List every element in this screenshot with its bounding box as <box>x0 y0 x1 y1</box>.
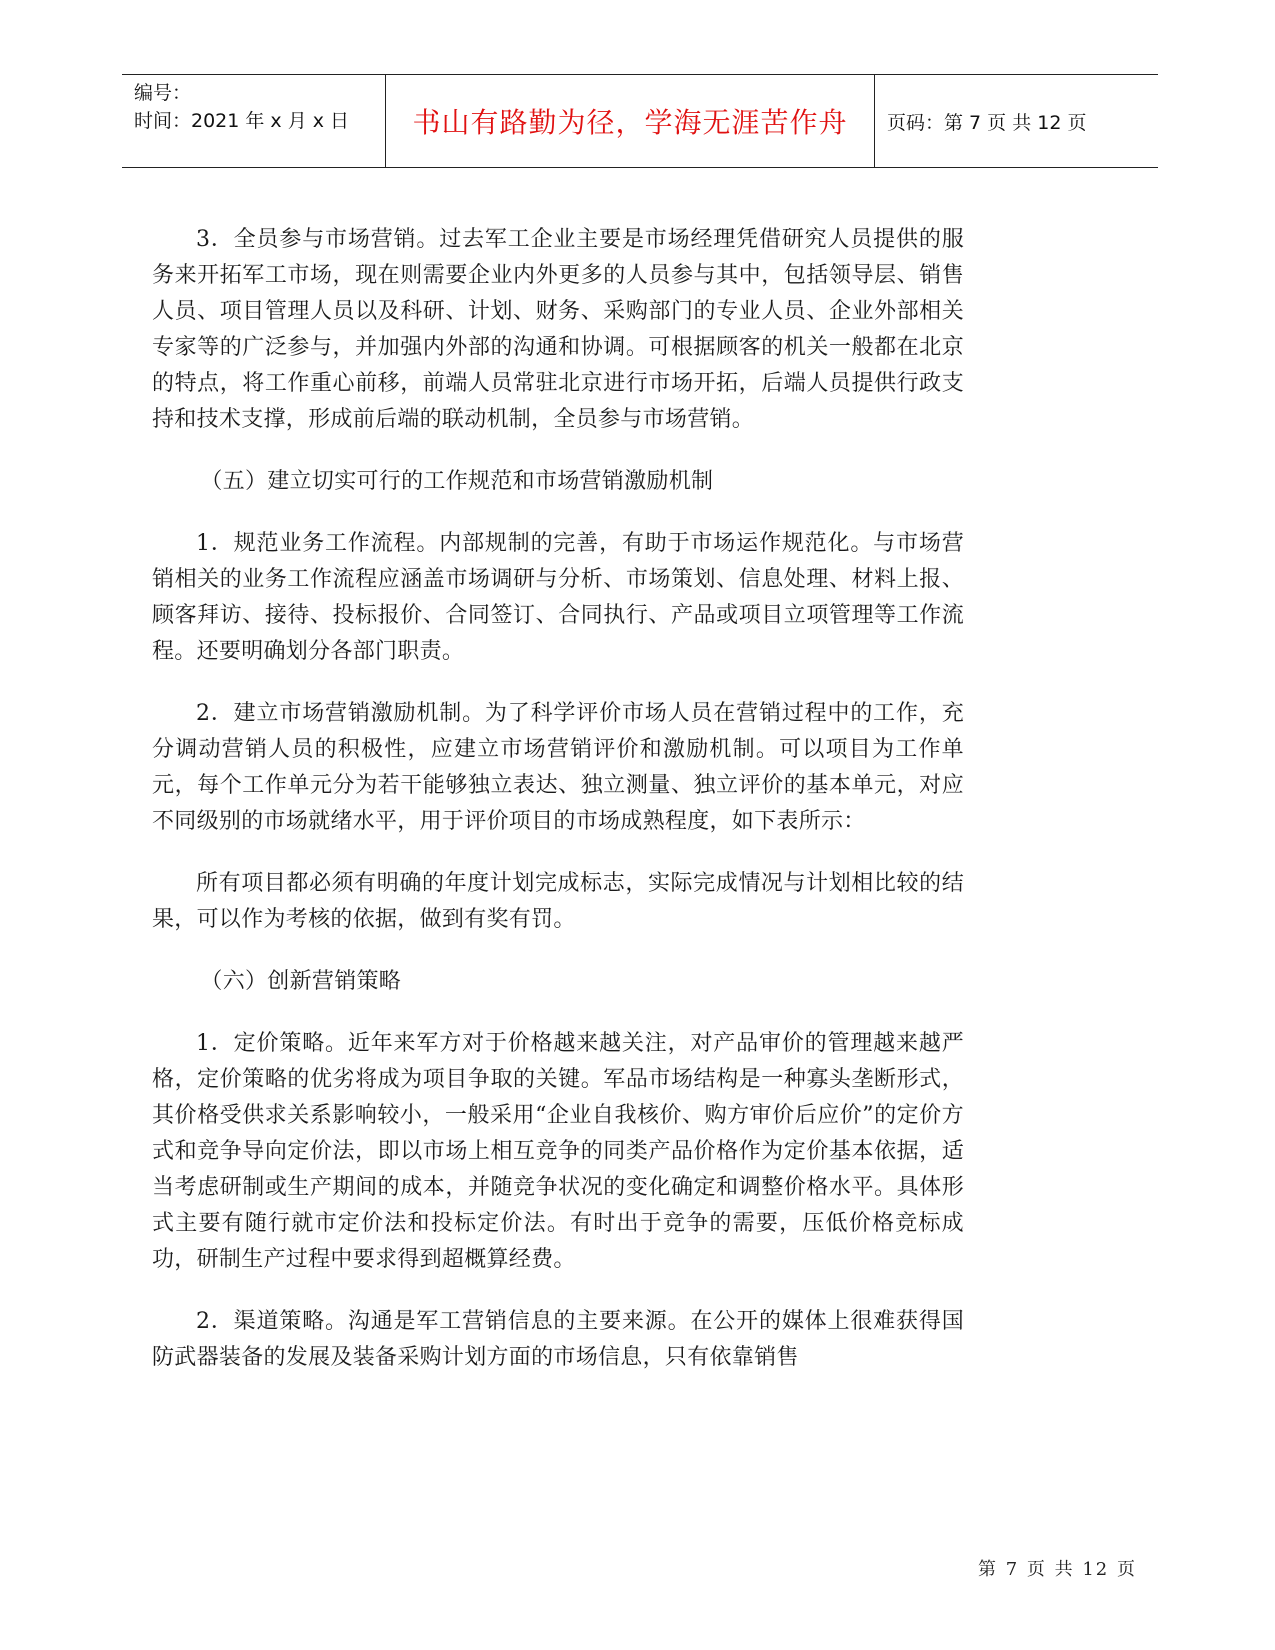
paragraph-pricing-strategy: 1．定价策略。近年来军方对于价格越来越关注，对产品审价的管理越来越严格，定价策略的优劣将成为项目争取的关键。军品市场结构是一种寡头垄断形式，其价格受供求关系影响较小，一般采用“企业自我核价、购方审价后应价”的定价方式和竞争导向定价法，即以市场上相互竞争的同类产品价格作为定价基本依据，适当考虑研制或生产期间的成本，并随竞争状况的变化确定和调整价格水平。具体形式主要有随行就市定价法和投标定价法。有时出于竞争的需要，压低价格竞标成功，研制生产过程中要求得到超概算经费。 <box>152 1031 964 1272</box>
paragraph-standardize-workflow: 1．规范业务工作流程。内部规制的完善，有助于市场运作规范化。与市场营销相关的业务工作流程应涵盖市场调研与分析、市场策划、信息处理、材料上报、顾客拜访、接待、投标报价、合同签订、合同执行、产品或项目立项管理等工作流程。还要明确划分各部门职责。 <box>152 531 964 664</box>
number-label: 编号： <box>134 82 192 104</box>
header-page-info <box>875 75 1158 167</box>
section-heading-five: （五）建立切实可行的工作规范和市场营销激励机制 <box>200 469 714 494</box>
section-heading-six: （六）创新营销策略 <box>200 969 402 994</box>
page-footer: 第 7 页 共 12 页 <box>978 1559 1137 1580</box>
header-meta <box>122 75 386 167</box>
paragraph-incentive-mechanism: 2．建立市场营销激励机制。为了科学评价市场人员在营销过程中的工作，充分调动营销人员的积极性，应建立市场营销评价和激励机制。可以项目为工作单元，每个工作单元分为若干能够独立表达、独立测量、独立评价的基本单元，对应不同级别的市场就绪水平，用于评价项目的市场成熟程度，如下表所示： <box>152 701 964 834</box>
paragraph-annual-plan: 所有项目都必须有明确的年度计划完成标志，实际完成情况与计划相比较的结果，可以作为考核的依据，做到有奖有罚。 <box>152 871 964 932</box>
paragraph-channel-strategy: 2．渠道策略。沟通是军工营销信息的主要来源。在公开的媒体上很难获得国防武器装备的发展及装备采购计划方面的市场信息，只有依靠销售 <box>152 1309 964 1370</box>
header-motto <box>386 75 875 167</box>
document-body <box>152 222 964 1402</box>
time-label: 时间：2021 年 x 月 x 日 <box>134 110 350 132</box>
page-header <box>122 74 1158 168</box>
motto-text: 书山有路勤为径，学海无涯苦作舟 <box>412 106 848 139</box>
page-info-text: 页码：第 7 页 共 12 页 <box>887 111 1087 134</box>
paragraph-full-participation: 3．全员参与市场营销。过去军工企业主要是市场经理凭借研究人员提供的服务来开拓军工市场，现在则需要企业内外更多的人员参与其中，包括领导层、销售人员、项目管理人员以及科研、计划、财务、采购部门的专业人员、企业外部相关专家等的广泛参与，并加强内外部的沟通和协调。可根据顾客的机关一般都在北京的特点，将工作重心前移，前端人员常驻北京进行市场开拓，后端人员提供行政支持和技术支撑，形成前后端的联动机制，全员参与市场营销。 <box>152 227 964 432</box>
